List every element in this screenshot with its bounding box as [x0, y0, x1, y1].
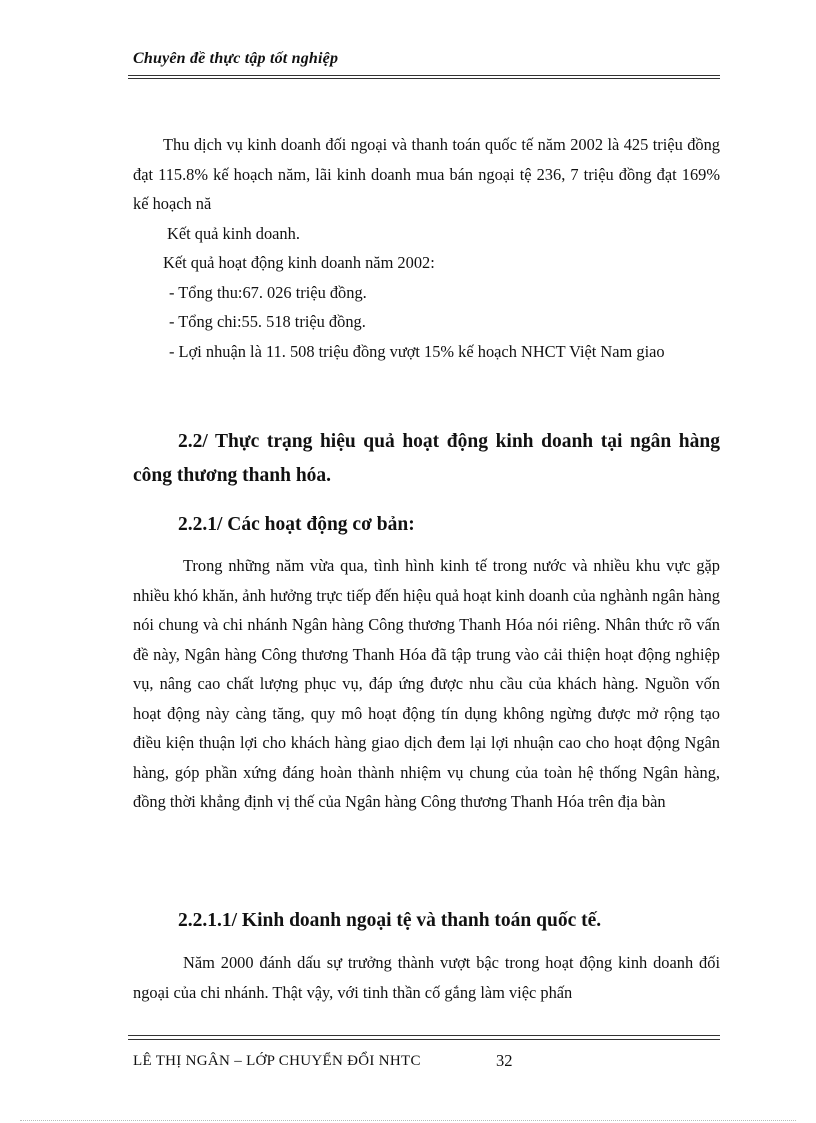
result-item-profit: - Lợi nhuận là 11. 508 triệu đồng vượt 15% kế hoạch NHCT Việt Nam giao: [169, 341, 665, 361]
footer-author: LÊ THỊ NGÂN – LỚP CHUYỂN ĐỔI NHTC: [133, 1053, 421, 1069]
running-header-title: Chuyên đề thực tập tốt nghiệp: [133, 50, 339, 67]
results-intro: Kết quả hoạt động kinh doanh năm 2002:: [163, 253, 435, 272]
section-heading-2-2: 2.2/ Thực trạng hiệu quả hoạt động kinh doanh tại ngân hàng công thương thanh hóa.: [133, 431, 720, 486]
section-heading-2-2-1: 2.2.1/ Các hoạt động cơ bản:: [178, 514, 415, 535]
section-2-2-1-body: [133, 551, 720, 817]
header-rule-bottom: [128, 78, 720, 79]
section-2-2-1-1-paragraph: Năm 2000 đánh dấu sự trưởng thành vượt bậc trong hoạt động kinh doanh đối ngoại của chi nhánh. Thật vậy, với tinh thần cố gắng làm việc phấn: [133, 953, 720, 1002]
section-heading-2-2-1-1: 2.2.1.1/ Kinh doanh ngoại tệ và thanh toán quốc tế.: [178, 910, 602, 931]
intro-block: [133, 130, 720, 366]
page-edge-dotted-line: [20, 1120, 796, 1121]
header-rule-top: [128, 75, 720, 76]
page-number: 32: [496, 1051, 513, 1070]
footer-rule-bottom: [128, 1039, 720, 1040]
result-item-expense: - Tổng chi:55. 518 triệu đồng.: [169, 312, 366, 331]
section-2-2-1-paragraph: Trong những năm vừa qua, tình hình kinh tế trong nước và nhiều khu vực gặp nhiều khó khăn, ảnh hưởng trực tiếp đến hiệu quả hoạt kinh doanh của nghành ngân hàng nói chung và chi nhánh Ngân hàng Công thương Thanh Hóa nói riêng. Nhân thức rõ vấn đề này, Ngân hàng Công thương Thanh Hóa đã tập trung vào cải thiện hoạt động nghiệp vụ, nâng cao chất lượng phục vụ, đáp ứng được nhu cầu của khách hàng. Nguồn vốn hoạt động này càng tăng, quy mô hoạt động tín dụng không ngừng được mở rộng tạo điều kiện thuận lợi cho khách hàng giao dịch đem lại lợi nhuận cao cho hoạt động Ngân hàng, góp phần xứng đáng hoàn thành nhiệm vụ chung của toàn hệ thống Ngân hàng, đồng thời khẳng định vị thế của Ngân hàng Công thương Thanh Hóa trên địa bàn: [133, 556, 720, 811]
result-item-revenue: - Tổng thu:67. 026 triệu đồng.: [169, 282, 367, 302]
results-heading: Kết quả kinh doanh.: [167, 223, 300, 243]
section-2-2-1-1-body: [133, 948, 720, 1007]
intro-paragraph: Thu dịch vụ kinh doanh đối ngoại và thanh toán quốc tế năm 2002 là 425 triệu đồng đạt 115.8% kế hoạch năm, lãi kinh doanh mua bán ngoại tệ 236, 7 triệu đồng đạt 169% kế hoạch nă: [133, 135, 720, 213]
footer-rule-top: [128, 1035, 720, 1036]
